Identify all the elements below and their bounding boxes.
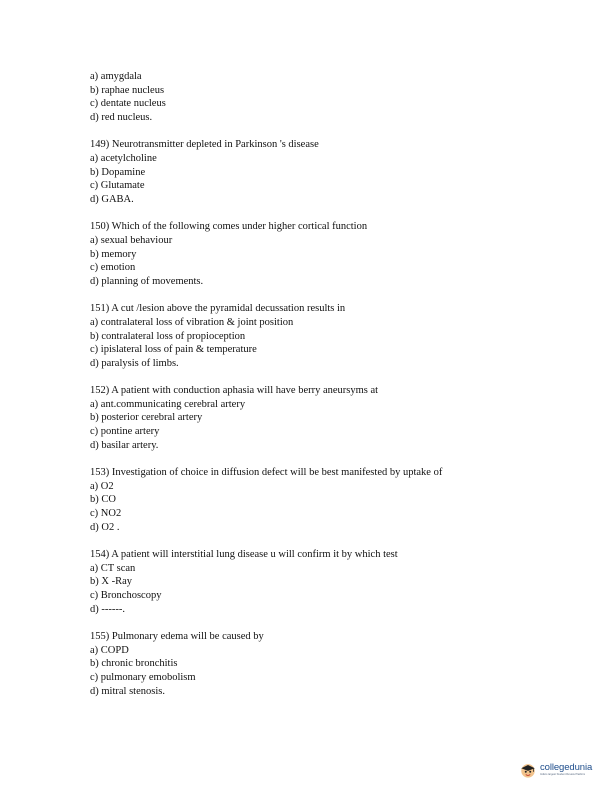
option-a: a) ant.communicating cerebral artery [90,398,246,410]
option-b: b) CO [90,494,116,506]
option-c: c) ipislateral loss of pain & temperature [90,344,257,356]
question-text: 149) Neurotransmitter depleted in Parkinson 's disease [90,139,319,151]
option-b: b) Dopamine [90,166,146,178]
question-153 [90,466,530,534]
document-body [90,70,530,698]
option-d: d) GABA. [90,193,134,205]
question-fragment [90,70,530,124]
option-a: a) contralateral loss of vibration & joint position [90,316,294,328]
option-d: d) paralysis of limbs. [90,357,179,369]
question-152 [90,384,530,452]
question-text: 154) A patient will interstitial lung disease u will confirm it by which test [90,549,398,561]
option-c: c) dentate nucleus [90,98,166,110]
logo-wordmark: collegedunia [540,762,593,774]
question-text: 151) A cut /lesion above the pyramidal decussation results in [90,303,346,315]
option-d: d) ------. [90,603,125,615]
student-mascot-icon [519,761,537,779]
option-d: d) planning of movements. [90,275,204,287]
option-a: a) CT scan [90,562,136,574]
option-d: d) mitral stenosis. [90,685,165,697]
logo-tagline: India's largest Student Review Platform [540,772,586,776]
option-a: a) COPD [90,644,129,656]
option-c: c) Glutamate [90,180,145,192]
question-154 [90,548,530,616]
option-a: a) amygdala [90,71,142,82]
option-d: d) O2 . [90,521,120,533]
option-a: a) sexual behaviour [90,234,173,246]
question-text: 152) A patient with conduction aphasia will have berry aneursyms at [90,385,379,397]
collegedunia-logo[interactable] [519,757,605,783]
option-b: b) X -Ray [90,576,132,588]
question-149 [90,138,530,206]
question-155 [90,630,530,698]
option-b: b) raphae nucleus [90,84,165,96]
question-text: 150) Which of the following comes under higher cortical function [90,221,368,233]
option-c: c) NO2 [90,508,122,520]
question-text: 155) Pulmonary edema will be caused by [90,631,264,643]
question-151 [90,302,530,370]
option-d: d) red nucleus. [90,111,153,123]
option-b: b) contralateral loss of propioception [90,330,246,342]
option-d: d) basilar artery. [90,439,159,451]
option-c: c) pulmonary emobolism [90,671,196,683]
option-a: a) acetylcholine [90,152,157,164]
option-c: c) emotion [90,262,136,274]
option-c: c) pontine artery [90,426,160,438]
option-b: b) posterior cerebral artery [90,412,203,424]
question-150 [90,220,530,288]
option-c: c) Bronchoscopy [90,590,162,601]
option-b: b) memory [90,248,137,260]
question-text: 153) Investigation of choice in diffusion defect will be best manifested by uptake of [90,467,443,479]
option-a: a) O2 [90,480,114,492]
option-b: b) chronic bronchitis [90,658,178,670]
